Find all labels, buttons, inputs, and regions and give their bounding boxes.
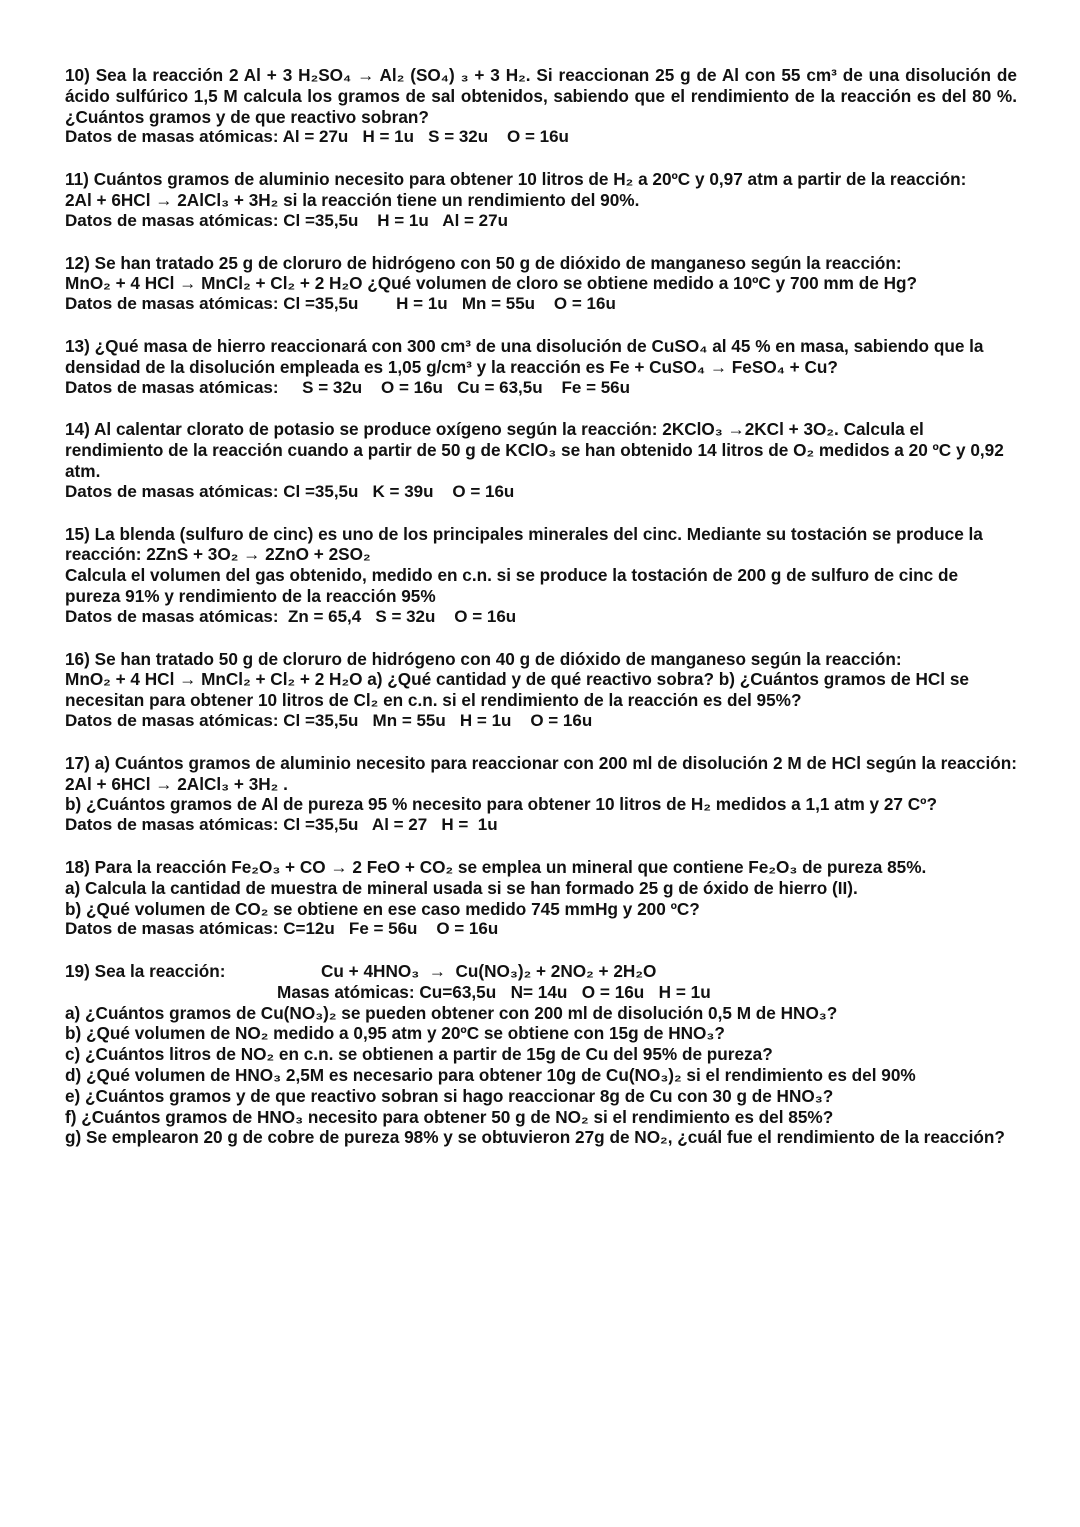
atomic-mass-data: Masas atómicas: Cu=63,5u N= 14u O = 16u H = 1u bbox=[277, 981, 711, 1002]
problem-statement bbox=[65, 961, 1017, 982]
problem-text: Se han tratado 50 g de cloruro de hidrógeno con 40 g de dióxido de manganeso según la reacción: bbox=[94, 648, 902, 669]
question-a: a) ¿Cuántos gramos de Cu(NO₃)₂ se pueden obtener con 200 ml de disolución 0,5 M de HNO₃? bbox=[65, 1002, 838, 1023]
problem-statement bbox=[65, 336, 1017, 378]
problem-question: b) ¿Cuántos gramos de Al de pureza 95 % necesito para obtener 10 litros de H₂ medidos a 1,1 atm y 27 Cº? bbox=[65, 794, 937, 815]
question-d: d) ¿Qué volumen de HNO₃ 2,5M es necesario para obtener 10g de Cu(NO₃)₂ si el rendimiento es del 90% bbox=[65, 1065, 916, 1086]
problem-number: 12) bbox=[65, 252, 90, 273]
problem-14 bbox=[65, 419, 1017, 502]
problem-18 bbox=[65, 857, 1017, 940]
problem-text: a) Cuántos gramos de aluminio necesito para reaccionar con 200 ml de disolución 2 M de HCl según la reacción: 2Al + 6HCl → 2AlCl₃ + 3H₂ . bbox=[65, 752, 1017, 794]
problem-text: Cuántos gramos de aluminio necesito para obtener 10 litros de H₂ a 20ºC y 0,97 atm a partir de la reacción: bbox=[93, 169, 967, 190]
problem-10 bbox=[65, 65, 1017, 148]
problem-text: Para la reacción Fe₂O₃ + CO → 2 FeO + CO₂ se emplea un mineral que contiene Fe₂O₃ de pureza 85%. bbox=[94, 856, 927, 877]
problem-number: 10) bbox=[65, 65, 90, 85]
problem-15 bbox=[65, 524, 1017, 628]
reaction-line: 2Al + 6HCl → 2AlCl₃ + 3H₂ si la reacción tiene un rendimiento del 90%. bbox=[65, 189, 640, 210]
atomic-mass-data: Datos de masas atómicas: Cl =35,5u H = 1u Al = 27u bbox=[65, 210, 508, 230]
problem-text: Sea la reacción 2 Al + 3 H₂SO₄ → Al₂ (SO₄) ₃ + 3 H₂. Si reaccionan 25 g de Al con 55 cm³ de una disolución de ácido sulfúrico 1,5 M calcula los gramos de sal obtenidos, sabiendo que el rendimiento de la reacción es del 80 %. ¿Cuántos gramos y de que reactivo sobran? bbox=[65, 65, 1017, 127]
atomic-mass-data: Datos de masas atómicas: Al = 27u H = 1u S = 32u O = 16u bbox=[65, 127, 569, 147]
problem-number: 19) bbox=[65, 961, 90, 982]
atomic-mass-data: Datos de masas atómicas: Zn = 65,4 S = 32u O = 16u bbox=[65, 606, 517, 626]
question-c: c) ¿Cuántos litros de NO₂ en c.n. se obtienen a partir de 15g de Cu del 95% de pureza? bbox=[65, 1044, 773, 1065]
problem-intro: Sea la reacción: bbox=[94, 961, 226, 982]
problem-text: Se han tratado 25 g de cloruro de hidrógeno con 50 g de dióxido de manganeso según la reacción: bbox=[94, 252, 902, 273]
question-b: b) ¿Qué volumen de NO₂ medido a 0,95 atm y 20ºC se obtiene con 15g de HNO₃? bbox=[65, 1023, 725, 1044]
problem-number: 15) bbox=[65, 523, 90, 544]
problem-11 bbox=[65, 169, 1017, 231]
atomic-mass-data: Datos de masas atómicas: Cl =35,5u Al = 27 H = 1u bbox=[65, 815, 498, 835]
problem-number: 13) bbox=[65, 335, 90, 356]
problem-number: 11) bbox=[65, 169, 89, 190]
problem-statement bbox=[65, 857, 1017, 878]
atomic-mass-data: Datos de masas atómicas: Cl =35,5u H = 1u Mn = 55u O = 16u bbox=[65, 294, 616, 314]
problem-question: Calcula el volumen del gas obtenido, medido en c.n. si se produce la tostación de 200 g de sulfuro de cinc de pureza 91% y rendimiento de la reacción 95% bbox=[65, 565, 959, 606]
problem-statement bbox=[65, 649, 1017, 670]
atomic-mass-data: Datos de masas atómicas: Cl =35,5u Mn = 55u H = 1u O = 16u bbox=[65, 710, 593, 730]
problem-number: 14) bbox=[65, 419, 90, 440]
problem-question-b: b) ¿Qué volumen de CO₂ se obtiene en ese caso medido 745 mmHg y 200 ºC? bbox=[65, 898, 700, 919]
question-e: e) ¿Cuántos gramos y de que reactivo sobran si hago reaccionar 8g de Cu con 30 g de HNO₃? bbox=[65, 1085, 834, 1106]
problem-number: 18) bbox=[65, 856, 90, 877]
question-f: f) ¿Cuántos gramos de HNO₃ necesito para obtener 50 g de NO₂ si el rendimiento es del 85%? bbox=[65, 1106, 834, 1127]
atomic-mass-data: Datos de masas atómicas: C=12u Fe = 56u O = 16u bbox=[65, 919, 499, 939]
problem-text: Al calentar clorato de potasio se produce oxígeno según la reacción: 2KClO₃ →2KCl + 3O₂. Calcula el rendimiento de la reacción cuando a partir de 50 g de KClO₃ se han obtenido 14 litros de O₂ medidos a 20 ºC y 0,92 atm. bbox=[65, 419, 1004, 481]
problem-question-a: a) Calcula la cantidad de muestra de mineral usada si se han formado 25 g de óxido de hierro (II). bbox=[65, 877, 858, 898]
problem-number: 16) bbox=[65, 648, 90, 669]
problem-text: La blenda (sulfuro de cinc) es uno de los principales minerales del cinc. Mediante su tostación se produce la reacción: 2ZnS + 3O₂ → 2ZnO + 2SO₂ bbox=[65, 523, 983, 565]
reaction-equation: Cu + 4HNO₃ → Cu(NO₃)₂ + 2NO₂ + 2H₂O bbox=[321, 961, 657, 982]
problem-12 bbox=[65, 253, 1017, 315]
problem-19 bbox=[65, 961, 1017, 1148]
problem-16 bbox=[65, 649, 1017, 732]
exercise-sheet bbox=[65, 65, 1017, 1169]
problem-statement bbox=[65, 169, 1017, 190]
atomic-mass-data: Datos de masas atómicas: S = 32u O = 16u Cu = 63,5u Fe = 56u bbox=[65, 377, 631, 397]
problem-number: 17) bbox=[65, 752, 90, 773]
problem-13 bbox=[65, 336, 1017, 398]
problem-statement bbox=[65, 65, 1017, 127]
reaction-line: MnO₂ + 4 HCl → MnCl₂ + Cl₂ + 2 H₂O ¿Qué volumen de cloro se obtiene medido a 10ºC y 700 mm de Hg? bbox=[65, 273, 917, 294]
question-g: g) Se emplearon 20 g de cobre de pureza 98% y se obtuvieron 27g de NO₂, ¿cuál fue el rendimiento de la reacción? bbox=[65, 1127, 1005, 1148]
problem-statement bbox=[65, 253, 1017, 274]
problem-statement bbox=[65, 419, 1017, 481]
problem-17 bbox=[65, 753, 1017, 836]
problem-statement bbox=[65, 753, 1017, 795]
problem-text: ¿Qué masa de hierro reaccionará con 300 cm³ de una disolución de CuSO₄ al 45 % en masa, sabiendo que la densidad de la disolución empleada es 1,05 g/cm³ y la reacción es Fe + CuSO₄ → FeSO₄ + Cu? bbox=[65, 335, 984, 377]
reaction-line: MnO₂ + 4 HCl → MnCl₂ + Cl₂ + 2 H₂O a) ¿Qué cantidad y de qué reactivo sobra? b) ¿Cuántos gramos de HCl se necesitan para obtener 10 litros de Cl₂ en c.n. si el rendimiento de la reacción es del 95%? bbox=[65, 669, 969, 711]
atomic-mass-data: Datos de masas atómicas: Cl =35,5u K = 39u O = 16u bbox=[65, 481, 515, 501]
problem-statement bbox=[65, 524, 1017, 566]
